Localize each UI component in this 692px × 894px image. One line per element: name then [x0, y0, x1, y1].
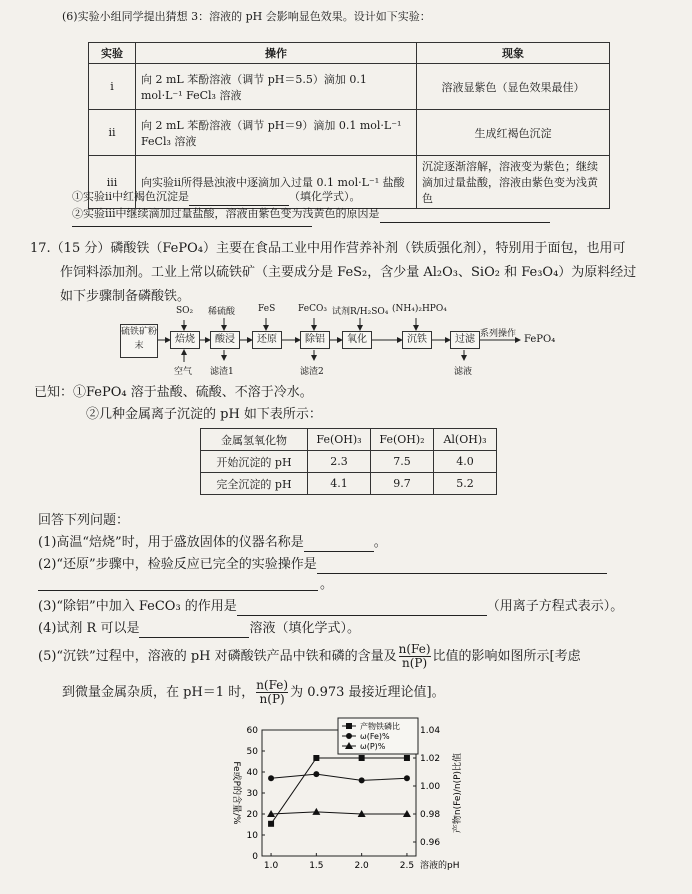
table-cell: 生成红褐色沉淀	[417, 110, 610, 156]
flow-label-reagent-r: 试剂R/H₂SO₄	[332, 307, 389, 317]
y2-axis-label: 产物n(Fe)/n(P)比值	[453, 752, 463, 834]
flow-step-oxidize: 氧化	[342, 331, 372, 349]
x-tick-label: 1.0	[263, 861, 279, 871]
flow-step-reduce: 还原	[252, 331, 282, 349]
y2-tick-label: 0.96	[420, 838, 441, 848]
table-cell: 4.0	[434, 451, 497, 473]
answer-blank[interactable]	[237, 601, 487, 616]
part-4-text: (4)试剂 R 可以是	[38, 621, 140, 636]
x-tick-label: 2.5	[399, 861, 415, 871]
q6-sub1-text: ①实验ⅱ中红褐色沉淀是	[72, 190, 190, 203]
part-3	[38, 598, 623, 616]
table-cell: ⅲ	[89, 156, 136, 209]
flow-label-nh4-hpo4: (NH₄)₂HPO₄	[392, 304, 447, 314]
y-tick-label: 60	[246, 726, 258, 736]
part-4	[38, 620, 360, 638]
data-point	[268, 821, 274, 827]
data-point	[313, 755, 319, 761]
y2-tick-label: 1.00	[420, 782, 441, 792]
x-tick-label: 2.0	[354, 861, 369, 871]
q6-experiment-table	[88, 42, 610, 209]
y2-tick-label: 1.04	[420, 726, 441, 736]
y-tick-label: 10	[246, 831, 258, 841]
table-cell: 向实验ⅱ所得悬浊液中逐滴加入过量 0.1 mol·L⁻¹ 盐酸	[136, 156, 417, 209]
y-axis-label: Fe或P的含量/%	[231, 761, 241, 825]
answer-blank[interactable]	[380, 208, 550, 223]
legend-label: 产物铁磷比	[360, 722, 400, 731]
y2-tick-label: 0.98	[420, 810, 441, 820]
frac-den: n(P)	[259, 692, 285, 706]
part-3-tail: （用离子方程式表示）。	[486, 599, 624, 614]
flow-raw-material: 硫铁矿粉末	[120, 324, 158, 358]
table-header: Al(OH)₃	[434, 429, 497, 451]
table-cell: ⅱ	[89, 110, 136, 156]
flow-label-so2: SO₂	[176, 306, 194, 316]
flow-label-dilute-h2so4: 稀硫酸	[208, 307, 236, 317]
flow-label-feco3: FeCO₃	[298, 304, 327, 314]
known-1: 已知：①FePO₄ 溶于盐酸、硫酸、不溶于冷水。	[34, 385, 313, 400]
part-2	[38, 556, 607, 574]
legend-label: ω(Fe)%	[360, 732, 390, 741]
legend-marker	[346, 723, 352, 729]
x-axis-label: 溶液的pH	[420, 861, 460, 871]
series-line-2	[271, 812, 407, 814]
q6-sub2-text: ②实验ⅲ中继续滴加过量盐酸，溶液由紫色变为浅黄色的原因是	[72, 207, 380, 220]
data-point	[359, 777, 365, 783]
table-header: Fe(OH)₃	[308, 429, 371, 451]
frac-num: n(Fe)	[256, 678, 289, 692]
answer-blank[interactable]	[304, 537, 374, 552]
part-5-text-b: 比值的影响如图所示[考虑	[432, 649, 581, 664]
fe-p-ratio-fraction	[399, 643, 431, 670]
table-cell: 7.5	[371, 451, 434, 473]
answer-blank-line[interactable]	[72, 226, 312, 227]
part-5-line1	[38, 640, 581, 674]
legend-marker	[346, 733, 352, 739]
flow-step-precipitate-fe: 沉铁	[402, 331, 432, 349]
table-cell: 4.1	[308, 473, 371, 495]
flow-label-filtrate: 滤液	[454, 367, 473, 377]
table-cell: 溶液显紫色（显色效果最佳）	[417, 64, 610, 110]
q6-intro: (6)实验小组同学提出猜想 3：溶液的 pH 会影响显色效果。设计如下实验：	[62, 10, 431, 23]
y2-tick-label: 1.02	[420, 754, 441, 764]
data-point	[313, 771, 319, 777]
flow-label-fes: FeS	[258, 304, 276, 314]
q17-line1: 17.（15 分）磷酸铁（FePO₄）主要在食品工业中用作营养补剂（铁质强化剂），特别用于面包，也用可	[30, 241, 626, 256]
fe-p-ratio-fraction	[256, 679, 288, 706]
y-tick-label: 50	[246, 747, 258, 757]
data-point	[268, 775, 274, 781]
y-tick-label: 0	[252, 852, 258, 862]
table-cell: 完全沉淀的 pH	[201, 473, 308, 495]
flow-label-residue2: 滤渣2	[300, 367, 324, 377]
answer-intro: 回答下列问题：	[38, 513, 130, 528]
table-cell: 5.2	[434, 473, 497, 495]
flow-label-air: 空气	[174, 367, 193, 377]
part-2-text: (2)“还原”步骤中，检验反应已完全的实验操作是	[38, 557, 317, 572]
flow-step-remove-al: 除铝	[300, 331, 330, 349]
frac-num: n(Fe)	[398, 642, 431, 656]
y-tick-label: 40	[246, 768, 258, 778]
table-cell: 向 2 mL 苯酚溶液（调节 pH＝5.5）滴加 0.1 mol·L⁻¹ FeCl₃ 溶液	[136, 64, 417, 110]
known-2: ②几种金属离子沉淀的 pH 如下表所示：	[86, 407, 322, 422]
answer-blank[interactable]	[139, 623, 249, 638]
legend-label: ω(P)%	[360, 742, 386, 751]
answer-blank-line[interactable]	[38, 590, 318, 591]
flow-label-series-ops: 系列操作	[480, 329, 517, 339]
table-header: 操作	[136, 43, 417, 64]
part-5-line2	[62, 676, 445, 710]
flow-step-acid-leach: 酸浸	[210, 331, 240, 349]
ph-table	[200, 428, 497, 495]
period: 。	[320, 577, 334, 592]
q17-line2: 作饲料添加剂。工业上常以硫铁矿（主要成分是 FeS₂，含少量 Al₂O₃、SiO₂ 和 Fe₃O₄）为原料经过	[60, 265, 637, 280]
part-5-text-d: 为 0.973 最接近理论值]。	[290, 685, 445, 700]
q6-sub1	[72, 188, 361, 206]
q17-line3: 如下步骤制备磷酸铁。	[60, 289, 191, 304]
part-5-text-c: 到微量金属杂质，在 pH＝1 时，	[62, 685, 255, 700]
flow-label-residue1: 滤渣1	[210, 367, 234, 377]
flow-step-filter: 过滤	[450, 331, 480, 349]
y-tick-label: 20	[246, 810, 258, 820]
data-point	[359, 755, 365, 761]
table-header: 金属氢氧化物	[201, 429, 308, 451]
part-1-text: (1)高温“焙烧”时，用于盛放固体的仪器名称是	[38, 535, 304, 550]
table-header: 现象	[417, 43, 610, 64]
y-tick-label: 30	[246, 789, 258, 799]
data-point	[312, 808, 320, 815]
series-line-1	[271, 774, 407, 780]
ph-effect-chart	[200, 714, 520, 884]
flow-label-product: FePO₄	[524, 334, 556, 345]
flow-step-roast: 焙烧	[170, 331, 200, 349]
process-flow-diagram	[120, 300, 620, 380]
table-cell: 沉淀逐渐溶解，溶液变为紫色；继续滴加过量盐酸，溶液由紫色变为浅黄色	[417, 156, 610, 209]
table-cell: 向 2 mL 苯酚溶液（调节 pH＝9）滴加 0.1 mol·L⁻¹ FeCl₃ 溶液	[136, 110, 417, 156]
part-4-tail: 溶液（填化学式）。	[249, 621, 360, 636]
answer-blank[interactable]	[317, 559, 607, 574]
x-tick-label: 1.5	[309, 861, 324, 871]
table-cell: 开始沉淀的 pH	[201, 451, 308, 473]
table-cell: 2.3	[308, 451, 371, 473]
q6-sub2	[72, 205, 550, 223]
table-cell: ⅰ	[89, 64, 136, 110]
data-point	[404, 755, 410, 761]
table-cell: 9.7	[371, 473, 434, 495]
table-header: Fe(OH)₂	[371, 429, 434, 451]
data-point	[404, 775, 410, 781]
answer-blank[interactable]	[189, 191, 289, 206]
part-1: (1)高温“焙烧”时，用于盛放固体的仪器名称是 。	[38, 535, 387, 550]
frac-den: n(P)	[401, 656, 428, 670]
part-5-text-a: (5)“沉铁”过程中，溶液的 pH 对磷酸铁产品中铁和磷的含量及	[38, 649, 397, 664]
q6-sub1-tail: （填化学式）。	[289, 190, 361, 203]
table-header: 实验	[89, 43, 136, 64]
part-3-text: (3)“除铝”中加入 FeCO₃ 的作用是	[38, 599, 237, 614]
